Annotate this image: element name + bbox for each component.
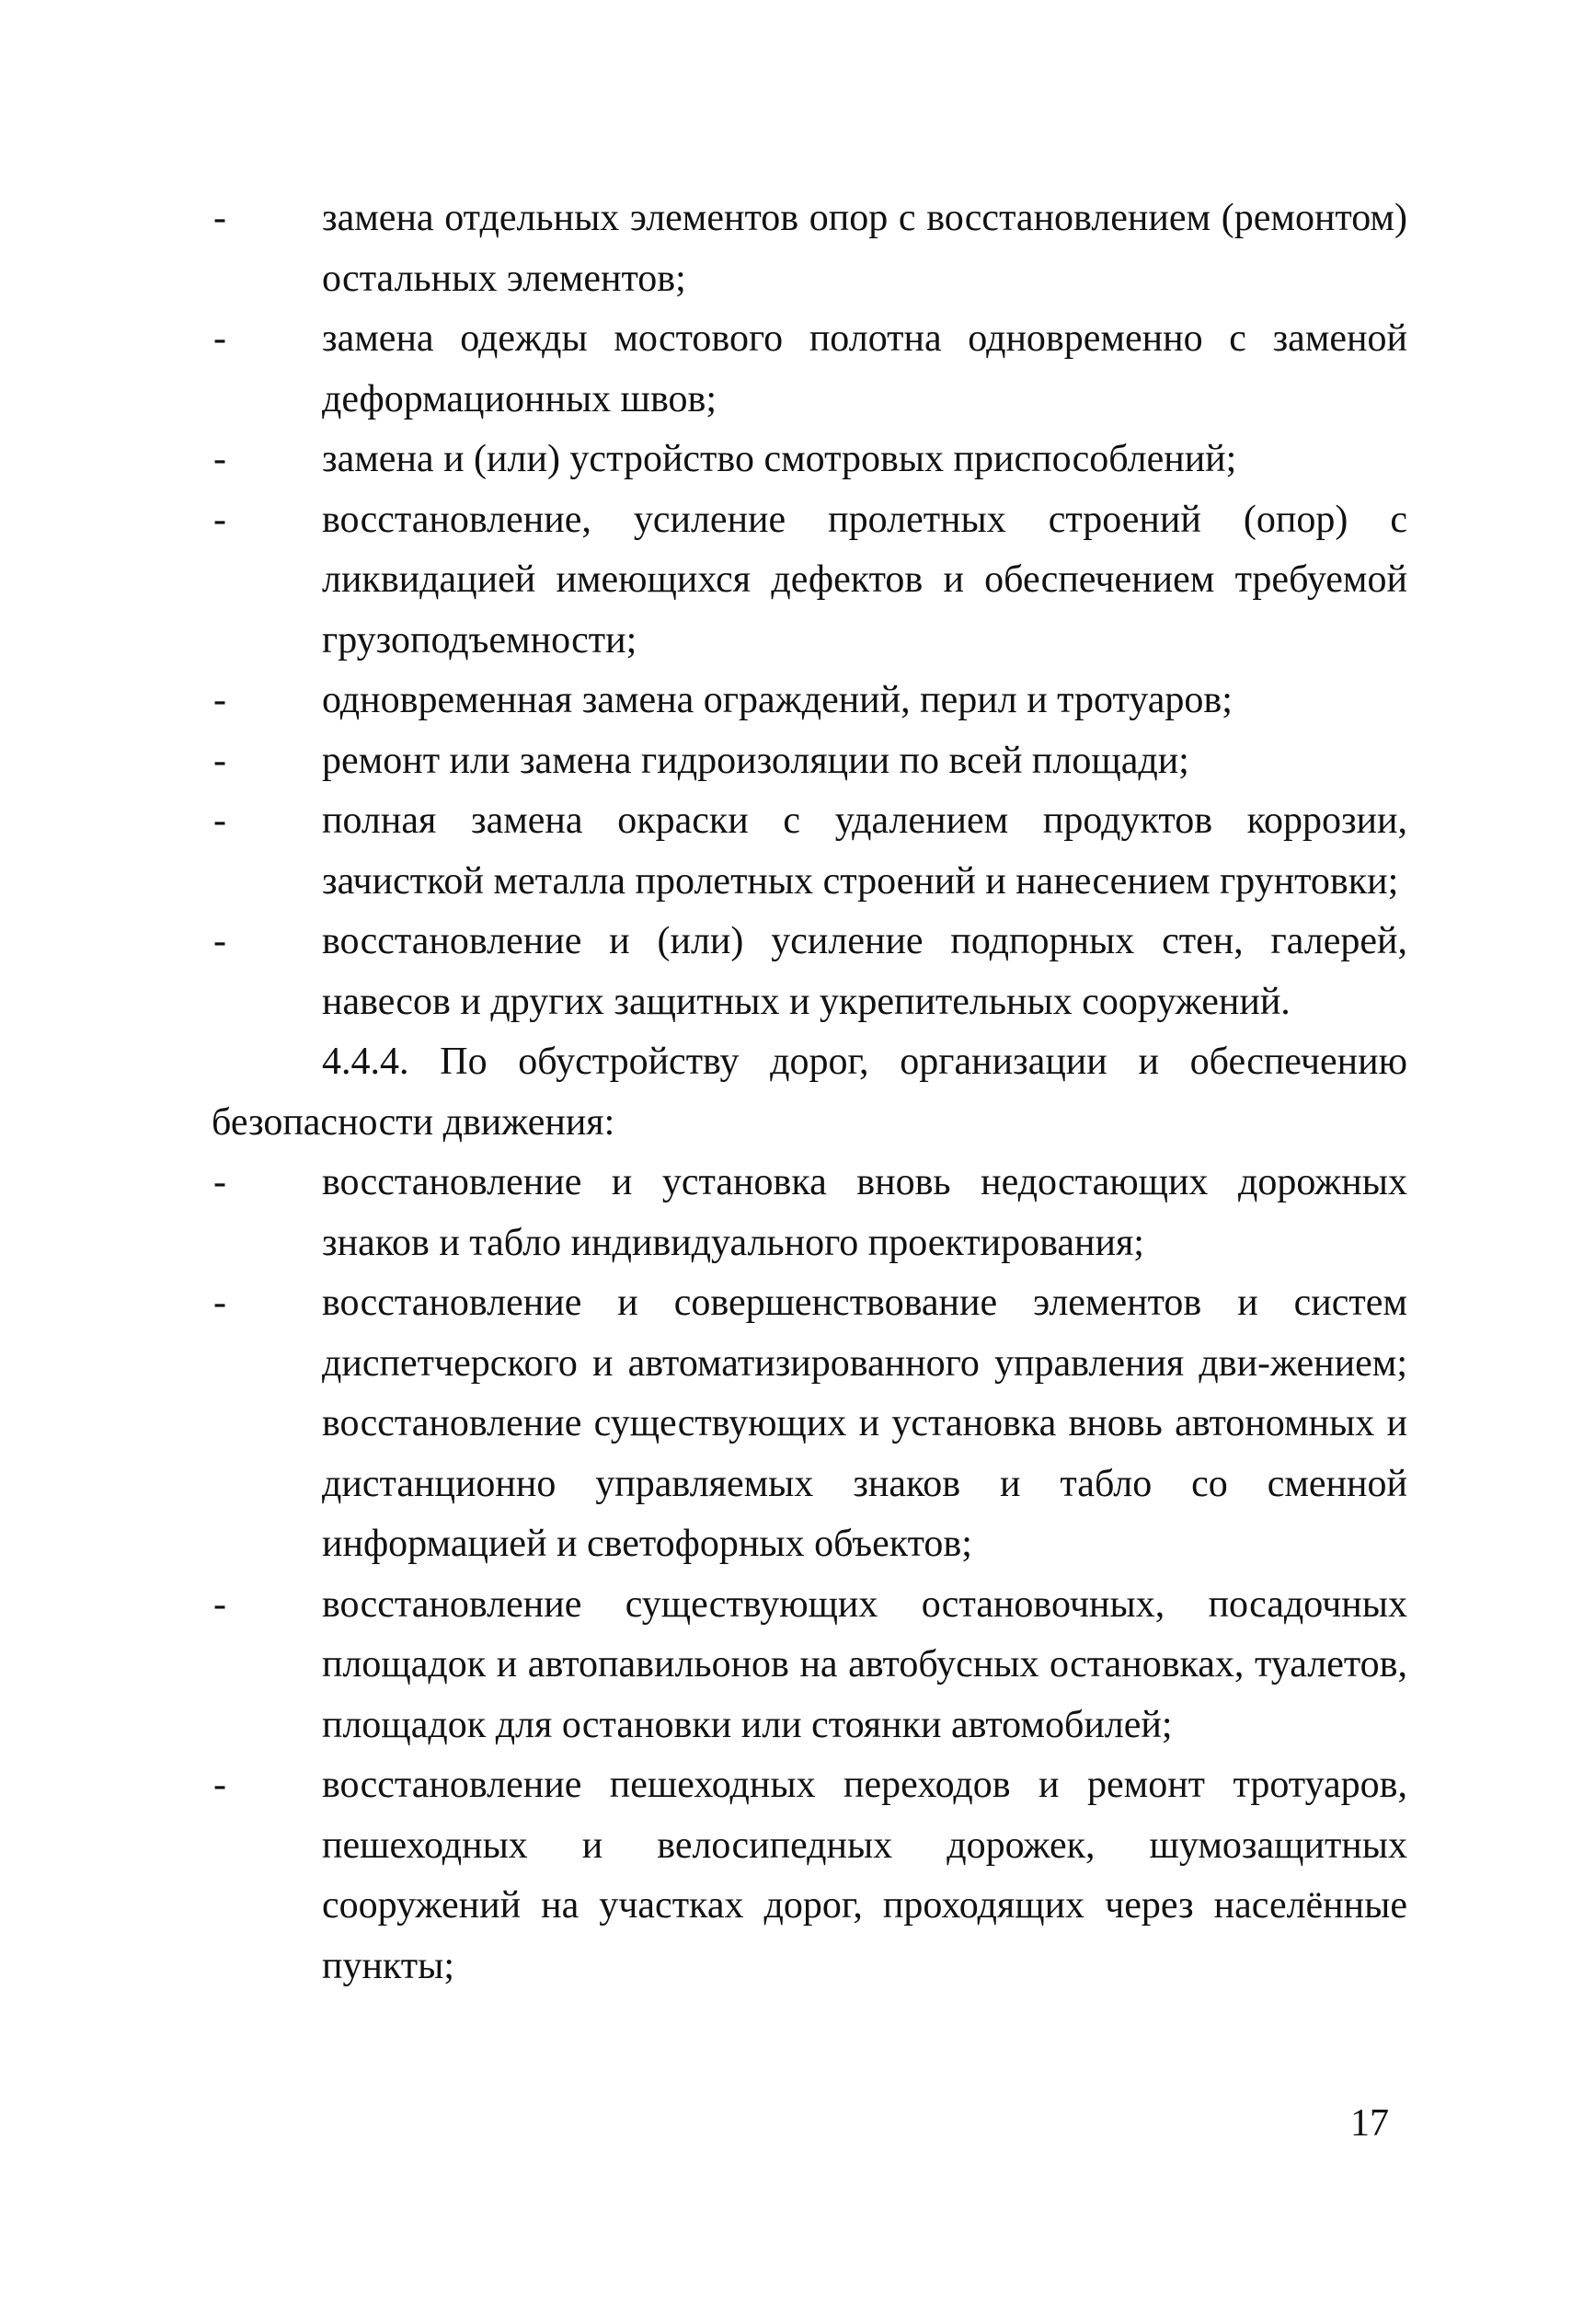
list-item-text: одновременная замена ограждений, перил и тротуаров; [322, 679, 1233, 721]
list-dash: - [213, 498, 226, 541]
list-dash: - [213, 1582, 226, 1626]
list-item-text: восстановление и (или) усиление подпорных стен, галерей, навесов и других защитных и укрепительных сооружений. [322, 920, 1407, 1023]
list-dash: - [213, 679, 226, 721]
list-dash: - [213, 438, 226, 480]
list-item-text: восстановление пешеходных переходов и ремонт тротуаров, пешеходных и велосипедных дорожек, шумозащитных сооружений на участках дорог, проходящих через населённые пункты; [322, 1764, 1407, 1987]
list-dash: - [213, 1282, 226, 1324]
list-item [212, 1153, 1407, 1273]
list-item [212, 912, 1407, 1032]
list-item [212, 791, 1407, 912]
list-item-text: восстановление и установка вновь недостающих дорожных знаков и табло индивидуального проектирования; [322, 1161, 1407, 1264]
list-item [212, 731, 1407, 792]
list-item [212, 671, 1407, 731]
list-item [212, 1575, 1407, 1756]
road-arrangement-list [212, 1153, 1407, 1996]
list-item [212, 1273, 1407, 1575]
list-dash: - [213, 920, 226, 962]
list-item [212, 309, 1407, 430]
list-item [212, 1755, 1407, 1996]
list-item [212, 430, 1407, 490]
list-dash: - [213, 800, 226, 842]
page-number: 17 [1350, 2102, 1389, 2145]
section-paragraph: 4.4.4. По обустройству дорог, организации и обеспечению безопасности движения: [212, 1041, 1407, 1144]
list-dash: - [213, 317, 226, 360]
list-dash: - [213, 1161, 226, 1203]
list-item-text: ремонт или замена гидроизоляции по всей площади; [322, 739, 1189, 782]
list-item-text: восстановление и совершенствование элементов и систем диспетчерского и автоматизированного управления дви-жением; восстановление существующих и установка вновь автономных и дистанционно управляемых знаков и табло со сменной информацией и светофорных объектов; [322, 1282, 1407, 1565]
list-item-text: полная замена окраски с удалением продуктов коррозии, зачисткой металла пролетных строений и нанесением грунтовки; [322, 800, 1407, 903]
list-item-text: восстановление существующих остановочных, посадочных площадок и автопавильонов на автобусных остановках, туалетов, площадок для остановки или стоянки автомобилей; [322, 1582, 1407, 1746]
list-item-text: замена одежды мостового полотна одновременно с заменой деформационных швов; [322, 317, 1407, 420]
page-body [212, 189, 1407, 1996]
list-item [212, 189, 1407, 309]
list-item-text: восстановление, усиление пролетных строений (опор) с ликвидацией имеющихся дефектов и обеспечением требуемой грузоподъемности; [322, 498, 1407, 662]
list-dash: - [213, 739, 226, 782]
list-dash: - [213, 197, 226, 239]
bridge-works-list [212, 189, 1407, 1032]
list-item-text: замена отдельных элементов опор с восстановлением (ремонтом) остальных элементов; [322, 197, 1407, 300]
list-dash: - [213, 1764, 226, 1806]
list-item-text: замена и (или) устройство смотровых приспособлений; [322, 438, 1237, 480]
list-item [212, 490, 1407, 672]
